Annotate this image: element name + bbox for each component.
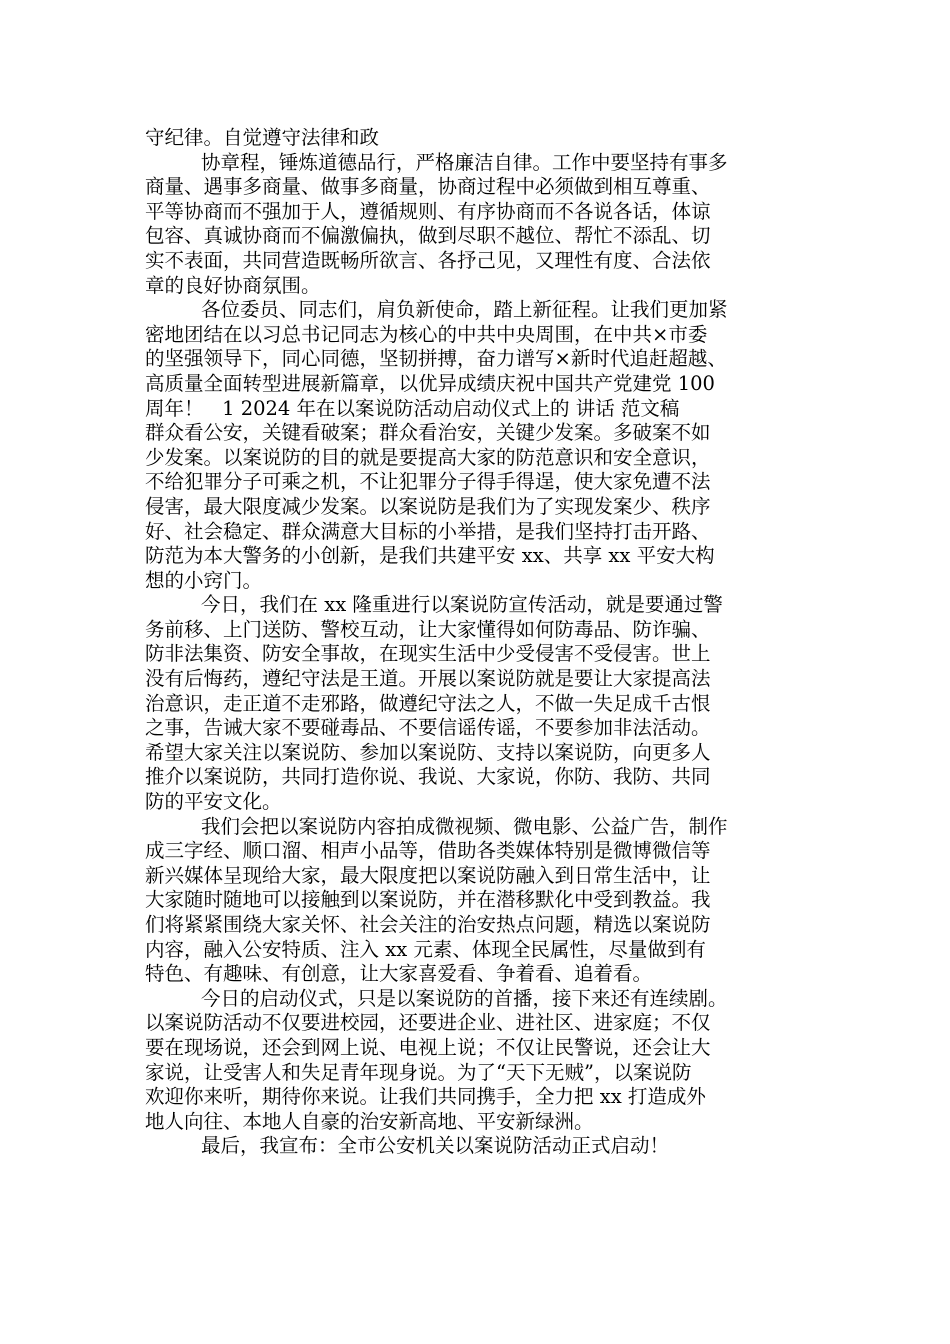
text-line: 务前移、上门送防、警校互动，让大家懂得如何防毒品、防诈骗、: [145, 617, 711, 641]
text-line: 我们会把以案说防内容拍成微视频、微电影、公益广告，制作: [201, 814, 728, 838]
text-line: 大家随时随地可以接触到以案说防，并在潜移默化中受到教益。我: [145, 888, 711, 912]
text-line: 守纪律。自觉遵守法律和政: [145, 126, 380, 149]
text-line: 侵害，最大限度减少发案。以案说防是我们为了实现发案少、秩序: [145, 494, 711, 518]
text-line: 群众看公安，关键看破案；群众看治安，关键少发案。多破案不如: [145, 421, 711, 445]
text-line: 新兴媒体呈现给大家，最大限度把以案说防融入到日常生活中，让: [145, 863, 711, 887]
text-line: 商量、遇事多商量、做事多商量，协商过程中必须做到相互尊重、: [145, 175, 711, 199]
text-line: 周年！ 1 2024 年在以案说防活动启动仪式上的 讲话 范文稿: [145, 396, 680, 420]
text-line: 治意识，走正道不走邪路，做遵纪守法之人，不做一失足成千古恨: [145, 691, 711, 715]
text-line: 防范为本大警务的小创新，是我们共建平安 xx、共享 xx 平安大构: [145, 544, 715, 568]
text-line: 成三字经、顺口溜、相声小品等，借助各类媒体特别是微博微信等: [145, 839, 711, 863]
text-line: 以案说防活动不仅要进校园，还要进企业、进社区、进家庭；不仅: [145, 1011, 711, 1035]
text-line: 好、社会稳定、群众满意大目标的小举措，是我们坚持打击开路、: [145, 519, 711, 543]
text-line: 平等协商而不强加于人，遵循规则、有序协商而不各说各话，体谅: [145, 199, 711, 223]
text-line: 推介以案说防，共同打造你说、我说、大家说，你防、我防、共同: [145, 765, 711, 789]
text-line: 特色、有趣味、有创意，让大家喜爱看、争着看、追着看。: [145, 962, 653, 986]
text-line: 少发案。以案说防的目的就是要提高大家的防范意识和安全意识，: [145, 445, 711, 469]
text-line: 地人向往、本地人自豪的治安新高地、平安新绿洲。: [145, 1109, 594, 1133]
text-line: 实不表面，共同营造既畅所欲言、各抒己见，又理性有度、合法依: [145, 248, 711, 272]
text-line: 们将紧紧围绕大家关怀、社会关注的治安热点问题，精选以案说防: [145, 913, 711, 936]
text-line: 最后，我宣布：全市公安机关以案说防活动正式启动！: [201, 1134, 670, 1158]
text-line: 防非法集资、防安全事故，在现实生活中少受侵害不受侵害。世上: [145, 642, 711, 666]
text-line: 今日，我们在 xx 隆重进行以案说防宣传活动，就是要通过警: [201, 593, 723, 617]
text-line: 的坚强领导下，同心同德，坚韧拼搏，奋力谱写×新时代追赶超越、: [145, 347, 727, 371]
text-line: 防的平安文化。: [145, 790, 282, 814]
document-body: [145, 126, 813, 1159]
text-line: 今日的启动仪式，只是以案说防的首播，接下来还有连续剧。: [201, 986, 728, 1010]
text-line: 之事，告诫大家不要碰毒品、不要信谣传谣，不要参加非法活动。: [145, 716, 711, 740]
text-line: 欢迎你来听，期待你来说。让我们共同携手，全力把 xx 打造成外: [145, 1085, 706, 1109]
text-line: 高质量全面转型进展新篇章，以优异成绩庆祝中国共产党建党 100: [145, 371, 715, 395]
text-line: 内容，融入公安特质、注入 xx 元素、体现全民属性，尽量做到有: [145, 937, 706, 961]
text-line: 协章程，锤炼道德品行，严格廉洁自律。工作中要坚持有事多: [201, 150, 728, 174]
text-line: 没有后悔药，遵纪守法是王道。开展以案说防就是要让大家提高法: [145, 667, 711, 691]
text-line: 希望大家关注以案说防、参加以案说防、支持以案说防，向更多人: [145, 740, 711, 764]
text-line: 包容、真诚协商而不偏激偏执，做到尽职不越位、帮忙不添乱、切: [145, 224, 711, 248]
text-line: 密地团结在以习总书记同志为核心的中共中央周围，在中共×市委: [145, 322, 708, 346]
text-line: 各位委员、同志们，肩负新使命，踏上新征程。让我们更加紧: [201, 298, 728, 322]
text-line: 章的良好协商氛围。: [145, 273, 321, 297]
text-line: 想的小窍门。: [145, 568, 263, 592]
text-line: 要在现场说，还会到网上说、电视上说；不仅让民警说，还会让大: [145, 1035, 711, 1059]
text-line: 家说，让受害人和失足青年现身说。为了“天下无贼”，以案说防: [145, 1060, 692, 1084]
text-line: 不给犯罪分子可乘之机，不让犯罪分子得手得逞，使大家免遭不法: [145, 470, 711, 494]
